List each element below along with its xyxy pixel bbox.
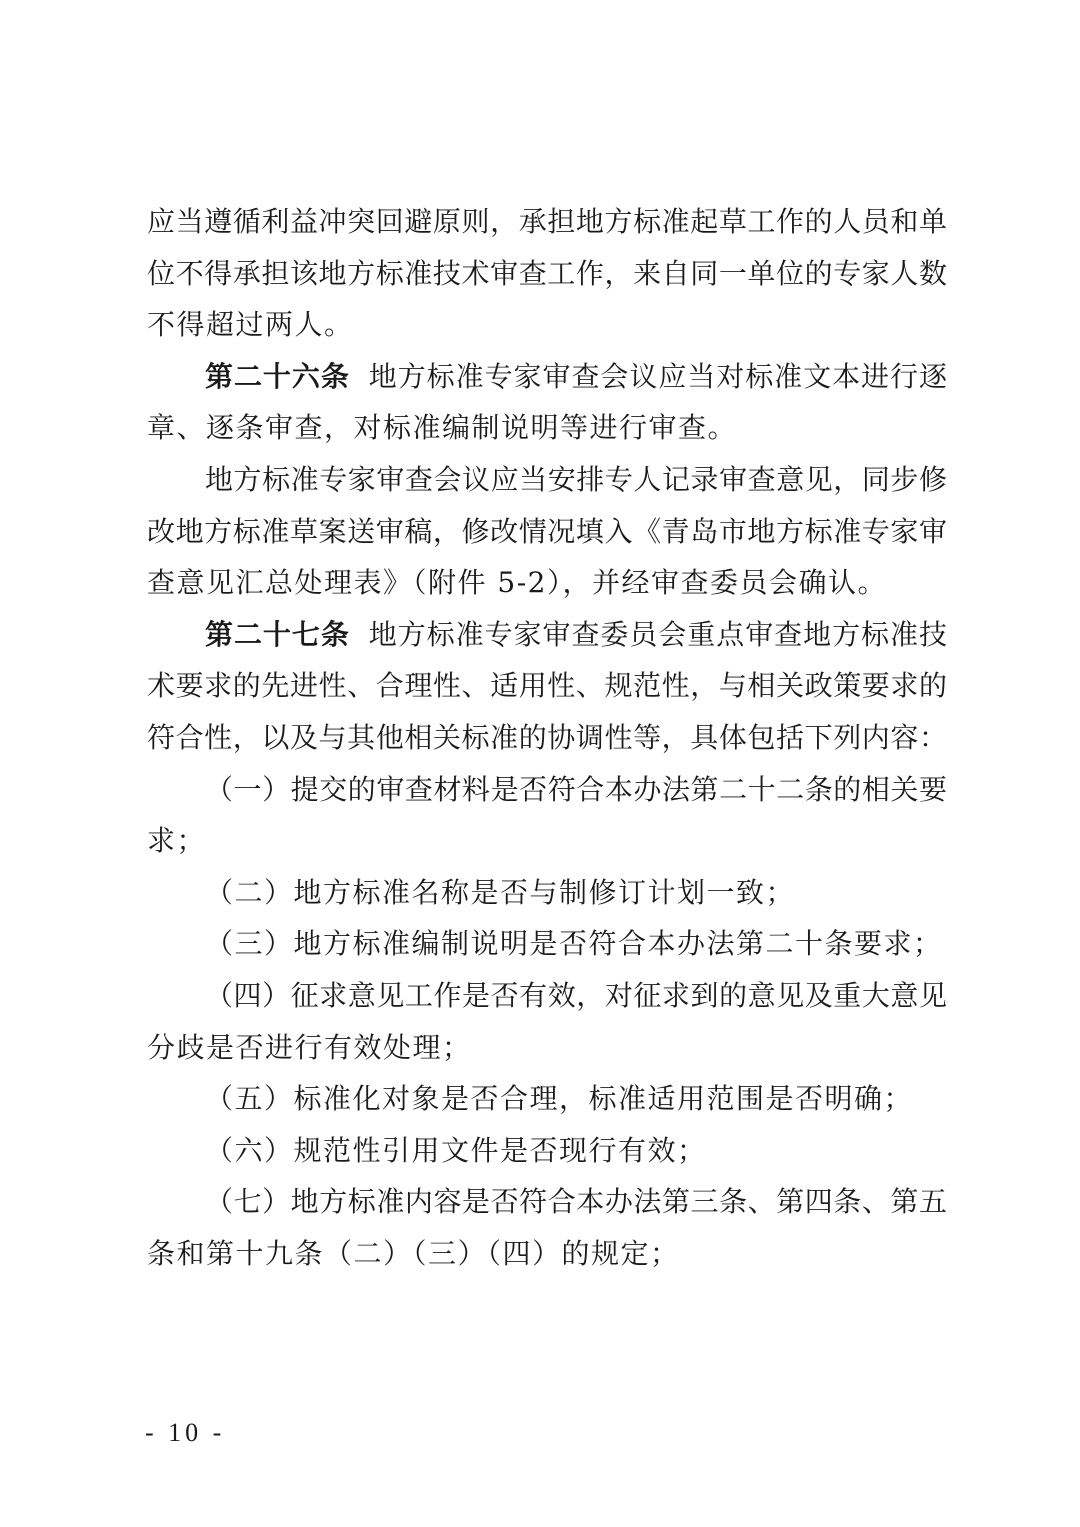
paragraph-line: 章、逐条审查，对标准编制说明等进行审查。 (147, 411, 738, 445)
list-item-5: （五）标准化对象是否合理，标准适用范围是否明确； (205, 1082, 914, 1116)
paragraph-line: 术要求的先进性、合理性、适用性、规范性，与相关政策要求的 (147, 669, 947, 703)
paragraph-line: 不得超过两人。 (147, 308, 354, 342)
article-number: 第二十六条 (205, 359, 350, 393)
paragraph-line: 位不得承担该地方标准技术审查工作，来自同一单位的专家人数 (147, 256, 947, 290)
body-text (147, 196, 947, 1279)
paragraph-line: 地方标准专家审查会议应当安排专人记录审查意见，同步修 (205, 462, 947, 496)
paragraph-line: 条和第十九条（二）（三）（四）的规定； (147, 1236, 680, 1270)
page-number: - 10 - (145, 1418, 226, 1447)
article-number: 第二十七条 (205, 617, 350, 651)
list-item-7: （七）地方标准内容是否符合本办法第三条、第四条、第五 (205, 1185, 947, 1219)
paragraph-line: 符合性，以及与其他相关标准的协调性等，具体包括下列内容： (147, 720, 947, 754)
paragraph-line: 分歧是否进行有效处理； (147, 1030, 472, 1064)
paragraph-line: 改地方标准草案送审稿，修改情况填入《青岛市地方标准专家审 (147, 514, 947, 548)
paragraph-line: 查意见汇总处理表》（附件 5-2），并经审查委员会确认。 (147, 566, 887, 600)
list-item-6: （六）规范性引用文件是否现行有效； (205, 1133, 707, 1167)
list-item-4: （四）征求意见工作是否有效，对征求到的意见及重大意见 (205, 978, 947, 1012)
list-item-1: （一）提交的审查材料是否符合本办法第二十二条的相关要 (205, 772, 947, 806)
paragraph-line: 求； (147, 824, 207, 858)
article-27-heading-line: 第二十七条 地方标准专家审查委员会重点审查地方标准技 (205, 617, 947, 651)
paragraph-line: 应当遵循利益冲突回避原则，承担地方标准起草工作的人员和单 (147, 205, 947, 238)
list-item-3: （三）地方标准编制说明是否符合本办法第二十条要求； (205, 927, 943, 961)
list-item-2: （二）地方标准名称是否与制修订计划一致； (205, 875, 796, 909)
article-26-heading-line: 第二十六条 地方标准专家审查会议应当对标准文本进行逐 (205, 359, 947, 393)
